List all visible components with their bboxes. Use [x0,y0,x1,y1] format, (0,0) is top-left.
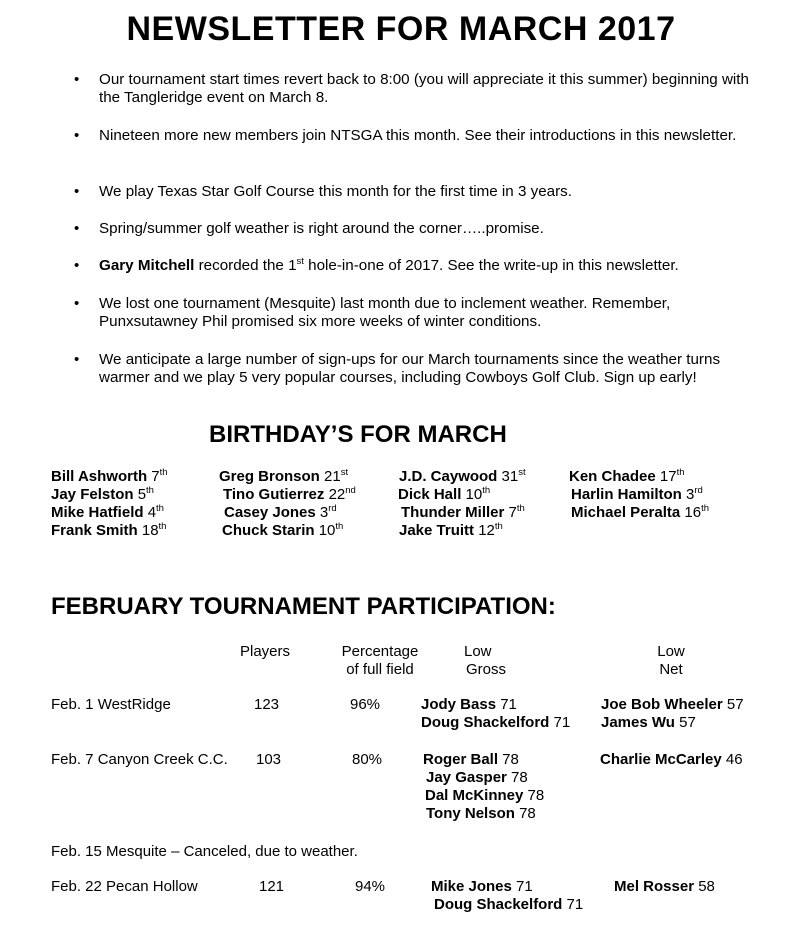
announcement-text-part: hole-in-one of 2017. See the write-up in this newsletter. [303,257,679,274]
member-name: Chuck Starin [222,522,315,539]
announcement-text: We play Texas Star Golf Course this month for the first time in 3 years. [99,183,572,200]
birthday-day: 18 [137,522,159,539]
player-name: Tony Nelson [426,805,515,822]
field-percentage: 94% [355,878,386,895]
player-score: 71 [562,896,584,913]
net-entry [600,751,743,768]
player-name: Mike Jones [431,878,512,895]
player-name: James Wu [601,714,675,731]
gross-entry [431,878,533,895]
gross-entry [426,805,536,822]
ordinal-suffix: th [482,485,491,496]
birthday-day: 3 [315,504,329,521]
member-name: J.D. Caywood [399,468,498,485]
header-low-net [641,643,701,679]
header-players: Players [239,643,291,660]
gross-entry [421,714,570,731]
event-name: Feb. 15 Mesquite – Canceled, due to weather. [51,843,358,860]
tournament-heading: FEBRUARY TOURNAMENT PARTICIPATION: [51,593,556,620]
birthday-day: 5 [133,486,147,503]
bullet-icon: • [74,351,80,368]
member-name: Jay Felston [51,486,134,503]
announcement-text: Spring/summer golf weather is right around the corner…..promise. [99,220,544,237]
announcement-text [99,257,764,275]
birthday-day: 31 [497,468,519,485]
header-percentage [329,643,431,679]
net-entry [614,878,715,895]
birthday-day: 22 [324,486,346,503]
player-name: Doug Shackelford [434,896,563,913]
birthday-entry [399,522,503,539]
birthday-entry [51,468,168,485]
member-name: Casey Jones [224,504,316,521]
player-name: Doug Shackelford [421,714,550,731]
ordinal-suffix: th [516,503,525,514]
net-entry [601,714,696,731]
field-percentage: 80% [352,751,383,768]
birthday-entry [223,486,356,503]
player-name: Jay Gasper [426,769,507,786]
birthday-entry [224,504,337,521]
birthday-day: 17 [655,468,677,485]
announcement-text-part: recorded the 1 [194,257,297,274]
bullet-icon: • [74,257,80,274]
ordinal-suffix: th [159,467,168,478]
announcement-text: We anticipate a large number of sign-ups for our March tournaments since the weather turns warmer and we play 5 very popular courses, including Cowboys Golf Club. Sign up early! [99,351,721,386]
member-name: Mike Hatfield [51,504,144,521]
player-score: 57 [722,696,744,713]
field-percentage: 96% [350,696,381,713]
gross-entry [425,787,544,804]
ordinal-suffix: th [146,485,154,496]
member-name: Jake Truitt [399,522,475,539]
member-name: Tino Gutierrez [223,486,325,503]
ordinal-suffix: th [701,503,710,514]
player-name: Dal McKinney [425,787,524,804]
bullet-icon: • [74,127,80,144]
announcement-text: Our tournament start times revert back to 8:00 (you will appreciate it this summer) beginning with the Tangleridge event on March 8. [99,71,749,106]
birthday-day: 7 [504,504,517,521]
member-name: Greg Bronson [219,468,320,485]
player-name: Charlie McCarley [600,751,722,768]
header-low-gross-line2: Gross [466,661,507,678]
ordinal-suffix: st [340,467,349,478]
header-low-gross-line1: Low [464,643,492,660]
member-name: Thunder Miller [401,504,505,521]
player-score: 78 [523,787,545,804]
gross-entry [421,696,517,713]
bullet-icon: • [74,71,80,88]
announcement-text: Nineteen more new members join NTSGA this month. See their introductions in this newsletter. [99,127,737,144]
ordinal-suffix: st [518,467,526,478]
birthday-entry [571,486,703,503]
birthday-day: 16 [680,504,702,521]
member-name: Frank Smith [51,522,138,539]
ordinal-suffix: st [296,256,304,267]
birthday-day: 10 [461,486,483,503]
ordinal-suffix: th [156,503,164,514]
header-percentage-line2: of full field [346,661,414,678]
birthday-entry [51,504,164,521]
player-name: Mel Rosser [614,878,695,895]
header-low-net-line2: Net [659,661,683,678]
newsletter-title: NEWSLETTER FOR MARCH 2017 [126,10,676,48]
birthday-day: 10 [314,522,336,539]
birthday-day: 21 [319,468,341,485]
gross-entry [426,769,528,786]
birthday-entry [219,468,348,485]
member-name: Gary Mitchell [99,257,195,274]
member-name: Michael Peralta [571,504,681,521]
member-name: Dick Hall [398,486,462,503]
birthday-entry [51,522,166,539]
event-name: Feb. 22 Pecan Hollow [51,878,198,895]
birthday-day: 4 [143,504,157,521]
birthday-entry [401,504,525,521]
ordinal-suffix: rd [328,503,337,514]
ordinal-suffix: th [494,521,503,532]
birthday-day: 3 [681,486,695,503]
player-score: 78 [498,751,519,768]
players-count: 121 [259,878,285,895]
bullet-icon: • [74,295,80,312]
birthday-entry [51,486,154,503]
players-count: 123 [254,696,280,713]
birthdays-heading: BIRTHDAY’S FOR MARCH [209,421,507,448]
header-low-net-line1: Low [657,643,685,660]
player-name: Joe Bob Wheeler [601,696,723,713]
member-name: Harlin Hamilton [571,486,682,503]
player-score: 71 [511,878,533,895]
bullet-icon: • [74,183,80,200]
birthday-entry [398,486,490,503]
bullet-icon: • [74,220,80,237]
ordinal-suffix: rd [694,485,703,496]
announcement-text: We lost one tournament (Mesquite) last month due to inclement weather. Remember, Punxsutawney Phil promised six more weeks of winter conditions. [99,295,671,330]
member-name: Ken Chadee [569,468,656,485]
ordinal-suffix: th [158,521,167,532]
birthday-entry [399,468,526,485]
member-name: Bill Ashworth [51,468,148,485]
player-name: Roger Ball [423,751,499,768]
header-percentage-line1: Percentage [341,643,419,660]
birthday-day: 7 [147,468,160,485]
player-score: 78 [506,769,528,786]
birthday-entry [571,504,709,521]
ordinal-suffix: nd [345,485,356,496]
birthday-entry [569,468,685,485]
birthday-day: 12 [474,522,495,539]
net-entry [601,696,744,713]
players-count: 103 [256,751,282,768]
ordinal-suffix: th [676,467,685,478]
event-name: Feb. 7 Canyon Creek C.C. [51,751,228,768]
gross-entry [434,896,583,913]
header-low-gross [458,643,518,679]
event-name: Feb. 1 WestRidge [51,696,171,713]
ordinal-suffix: th [335,521,344,532]
player-score: 71 [549,714,571,731]
birthday-entry [222,522,343,539]
player-score: 57 [674,714,696,731]
player-score: 71 [496,696,517,713]
player-score: 78 [514,805,536,822]
gross-entry [423,751,519,768]
player-score: 58 [694,878,715,895]
player-score: 46 [721,751,743,768]
player-name: Jody Bass [421,696,497,713]
